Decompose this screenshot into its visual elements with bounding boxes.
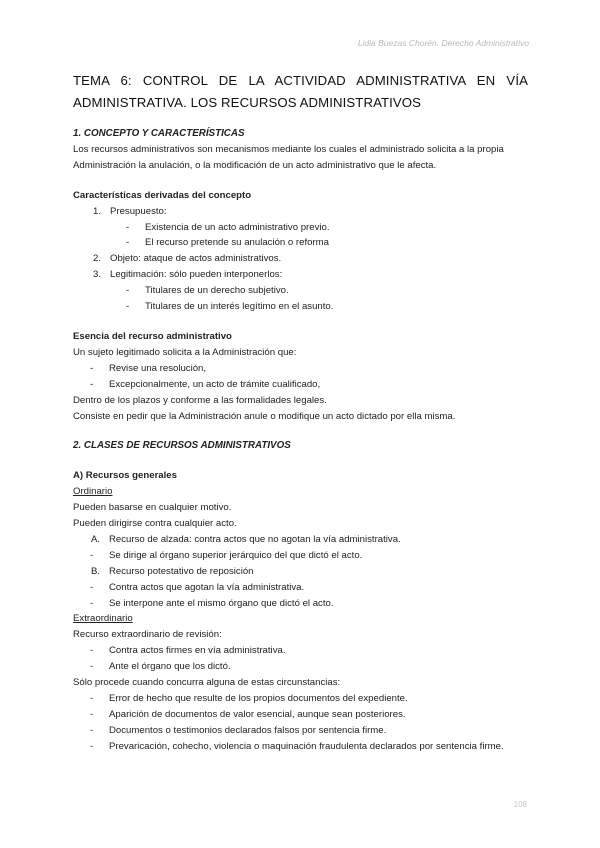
list-item-text: Aparición de documentos de valor esencial, aunque sean posteriores. [109, 708, 406, 720]
list-marker: - [90, 645, 94, 657]
page-title: TEMA 6: CONTROL DE LA ACTIVIDAD ADMINISTRATIVA EN VÍA ADMINISTRATIVA. LOS RECURSOS ADMINISTRATIVOS [73, 73, 528, 110]
list-marker: 3. [93, 269, 102, 281]
list-item [73, 739, 533, 755]
list-item-text: Prevaricación, cohecho, violencia o maquinación fraudulenta declarados por sentencia firme. [109, 740, 504, 752]
list-item [73, 299, 533, 315]
list-marker: - [90, 724, 94, 736]
list-item-text: Recurso de alzada: contra actos que no agotan la vía administrativa. [109, 533, 401, 545]
list-item-text: Presupuesto: [110, 205, 167, 217]
list-item [73, 564, 533, 580]
list-marker: 2. [93, 253, 102, 265]
list-item [73, 643, 533, 659]
list-marker: - [90, 597, 94, 609]
list-item [73, 707, 533, 723]
list-item [73, 251, 533, 267]
subheading-recursos-generales: A) Recursos generales [73, 470, 177, 482]
list-item-text: Se interpone ante el mismo órgano que dictó el acto. [109, 597, 334, 609]
list-marker: - [90, 740, 94, 752]
list-marker: - [90, 362, 94, 374]
list-item-text: Legitimación: sólo pueden interponerlos: [110, 269, 283, 281]
list-item-text: Recurso potestativo de reposición [109, 565, 254, 577]
main-content [73, 126, 533, 755]
list-marker: - [126, 237, 130, 249]
list-item [73, 377, 533, 393]
list-item [73, 596, 533, 612]
list-item-text: Ante el órgano que los dictó. [109, 661, 231, 673]
subheading-extraordinario: Extraordinario [73, 613, 133, 625]
list-item [73, 691, 533, 707]
list-item-text: Documentos o testimonios declarados falsos por sentencia firme. [109, 724, 387, 736]
list-item-text: Revise una resolución, [109, 362, 207, 374]
subheading-ordinario: Ordinario [73, 486, 113, 498]
list-item-text: Objeto: ataque de actos administrativos. [110, 253, 282, 265]
subheading-esencia: Esencia del recurso administrativo [73, 330, 232, 342]
list-marker: - [90, 549, 94, 561]
paragraph-line: Un sujeto legitimado solicita a la Administración que: [73, 346, 297, 358]
paragraph-line: Dentro de los plazos y conforme a las formalidades legales. [73, 394, 327, 406]
list-item [73, 220, 533, 236]
list-marker: - [90, 378, 94, 390]
paragraph-line: Pueden basarse en cualquier motivo. [73, 502, 232, 514]
list-item [73, 235, 533, 251]
subheading-caracteristicas: Características derivadas del concepto [73, 189, 252, 201]
list-item [73, 283, 533, 299]
list-marker: - [90, 693, 94, 704]
list-marker: - [126, 301, 130, 313]
list-marker: B. [91, 565, 101, 577]
list-item-text: Titulares de un derecho subjetivo. [145, 285, 289, 297]
section-heading-clases: 2. CLASES DE RECURSOS ADMINISTRATIVOS [73, 440, 291, 452]
list-marker: - [90, 661, 94, 673]
list-item [73, 204, 533, 220]
list-item-text: Titulares de un interés legítimo en el asunto. [145, 301, 334, 313]
running-header: Lidia Buezas Chorén. Derecho Administrativo [357, 38, 529, 48]
list-marker: A. [91, 533, 101, 545]
list-marker: - [90, 708, 94, 720]
list-item [73, 659, 533, 675]
paragraph-line: Recurso extraordinario de revisión: [73, 629, 222, 641]
list-item [73, 548, 533, 564]
list-marker: - [126, 221, 130, 233]
list-item [73, 361, 533, 377]
list-item-text: Se dirige al órgano superior jerárquico del que dictó el acto. [109, 549, 363, 561]
page-number: 108 [513, 800, 527, 809]
list-item-text: Contra actos que agotan la vía administrativa. [109, 581, 305, 593]
paragraph-line: Sólo procede cuando concurra alguna de estas circunstancias: [73, 677, 341, 689]
list-marker: 1. [93, 205, 102, 217]
list-item-text: Contra actos firmes en vía administrativa. [109, 645, 286, 657]
list-marker: - [90, 581, 94, 593]
list-item [73, 580, 533, 596]
paragraph-line: Consiste en pedir que la Administración anule o modifique un acto dictado por ella misma. [73, 410, 456, 422]
list-marker: - [126, 285, 130, 297]
list-item-text: Error de hecho que resulte de los propios documentos del expediente. [109, 693, 408, 704]
list-item-text: Existencia de un acto administrativo previo. [145, 221, 330, 233]
paragraph-line: Administración la anulación, o la modificación de un acto administrativo que le afecta. [73, 159, 437, 171]
section-heading-concepto: 1. CONCEPTO Y CARACTERÍSTICAS [73, 128, 245, 139]
paragraph-line: Los recursos administrativos son mecanismos mediante los cuales el administrado solicita a la propia [73, 143, 504, 155]
list-item [73, 532, 533, 548]
list-item [73, 267, 533, 283]
list-item-text: El recurso pretende su anulación o reforma [145, 237, 329, 249]
paragraph-line: Pueden dirigirse contra cualquier acto. [73, 518, 237, 530]
list-item [73, 723, 533, 739]
list-item-text: Excepcionalmente, un acto de trámite cualificado, [109, 378, 321, 390]
